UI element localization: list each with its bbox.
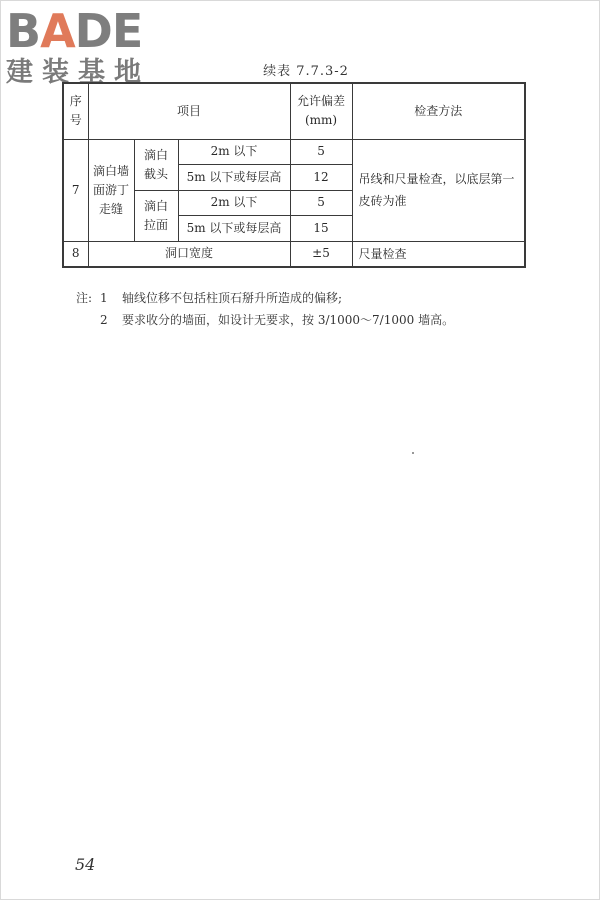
row-category: 滴白墙面游丁走缝 bbox=[88, 139, 134, 241]
row-no-7: 7 bbox=[63, 139, 88, 241]
spec-cell: 2m 以下 bbox=[178, 190, 290, 215]
notes bbox=[76, 287, 454, 331]
value-cell: 5 bbox=[290, 190, 352, 215]
watermark-logo bbox=[6, 6, 150, 89]
header-item: 项目 bbox=[88, 83, 290, 139]
brand-subtitle: 建装基地 bbox=[6, 57, 150, 88]
table-row bbox=[63, 241, 525, 267]
header-method: 检查方法 bbox=[352, 83, 525, 139]
value-cell: 15 bbox=[290, 215, 352, 241]
note-item bbox=[76, 287, 454, 309]
row8-value: ±5 bbox=[290, 241, 352, 267]
spec-table bbox=[62, 82, 526, 268]
spec-cell: 2m 以下 bbox=[178, 139, 290, 164]
note-number: 2 bbox=[100, 313, 108, 327]
subcategory-2: 滴白拉面 bbox=[134, 190, 178, 241]
table-row bbox=[63, 139, 525, 164]
note-number: 1 bbox=[100, 291, 108, 305]
row8-method: 尺量检查 bbox=[352, 241, 525, 267]
page-number: 54 bbox=[75, 855, 96, 874]
notes-prefix: 注: bbox=[76, 291, 93, 305]
table-header-row bbox=[63, 83, 525, 139]
table-title: 续表 7.7.3-2 bbox=[263, 64, 349, 79]
note-item bbox=[76, 309, 454, 331]
value-cell: 5 bbox=[290, 139, 352, 164]
brand-wordmark: BADE bbox=[6, 4, 143, 58]
note-text: 轴线位移不包括柱顶石掰升所造成的偏移; bbox=[122, 291, 343, 305]
scan-speck bbox=[412, 452, 414, 454]
spec-cell: 5m 以下或每层高 bbox=[178, 215, 290, 241]
header-no: 序号 bbox=[63, 83, 88, 139]
spec-cell: 5m 以下或每层高 bbox=[178, 164, 290, 190]
value-cell: 12 bbox=[290, 164, 352, 190]
row8-item: 洞口宽度 bbox=[88, 241, 290, 267]
method-cell: 吊线和尺量检查，以底层第一皮砖为准 bbox=[352, 139, 525, 241]
header-tolerance: 允许偏差(mm) bbox=[290, 83, 352, 139]
subcategory-1: 滴白截头 bbox=[134, 139, 178, 190]
note-text: 要求收分的墙面，如设计无要求，按 3/1000～7/1000 墙高。 bbox=[122, 313, 455, 327]
row-no-8: 8 bbox=[63, 241, 88, 267]
